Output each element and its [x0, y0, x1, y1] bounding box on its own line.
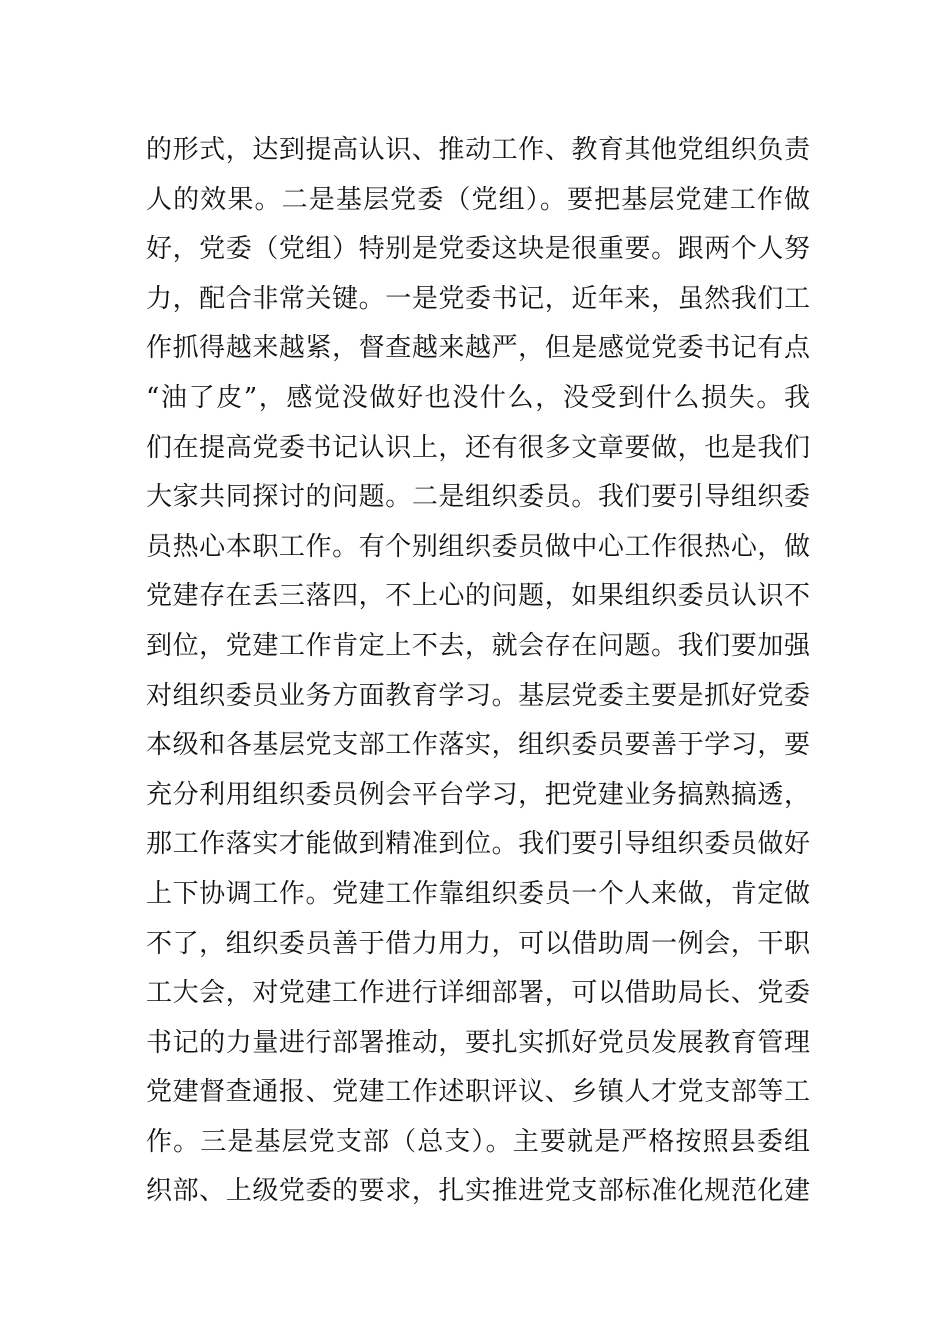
text-line: 织部、上级党委的要求，扎实推进党支部标准化规范化建 — [146, 1176, 810, 1207]
text-line: 们在提高党委书记认识上，还有很多文章要做，也是我们 — [146, 432, 810, 463]
text-line: 力，配合非常关键。一是党委书记，近年来，虽然我们工 — [146, 283, 810, 314]
body-text — [146, 126, 810, 1217]
text-line: 工大会，对党建工作进行详细部署，可以借助局长、党委 — [146, 978, 810, 1009]
text-line: 对组织委员业务方面教育学习。基层党委主要是抓好党委 — [146, 680, 810, 711]
text-line: 那工作落实才能做到精准到位。我们要引导组织委员做好 — [146, 829, 810, 860]
text-line: 本级和各基层党支部工作落实，组织委员要善于学习，要 — [146, 730, 810, 761]
text-line: 员热心本职工作。有个别组织委员做中心工作很热心，做 — [146, 531, 810, 562]
text-line: 好，党委（党组）特别是党委这块是很重要。跟两个人努 — [146, 234, 810, 265]
text-line: “油了皮”，感觉没做好也没什么，没受到什么损失。我 — [146, 382, 810, 413]
text-line: 人的效果。二是基层党委（党组）。要把基层党建工作做 — [146, 184, 810, 215]
text-line: 党建督查通报、党建工作述职评议、乡镇人才党支部等工 — [146, 1077, 810, 1108]
text-line: 作抓得越来越紧，督查越来越严，但是感觉党委书记有点 — [146, 333, 810, 364]
text-line: 党建存在丢三落四，不上心的问题，如果组织委员认识不 — [146, 581, 810, 612]
text-line: 的形式，达到提高认识、推动工作、教育其他党组织负责 — [146, 135, 810, 165]
text-line: 上下协调工作。党建工作靠组织委员一个人来做，肯定做 — [146, 878, 810, 909]
text-line: 充分利用组织委员例会平台学习，把党建业务搞熟搞透， — [146, 779, 810, 810]
text-line: 大家共同探讨的问题。二是组织委员。我们要引导组织委 — [146, 482, 810, 513]
text-line: 不了，组织委员善于借力用力，可以借助周一例会，干职 — [146, 928, 810, 959]
text-line: 书记的力量进行部署推动，要扎实抓好党员发展教育管理 — [146, 1027, 810, 1058]
text-line: 作。三是基层党支部（总支）。主要就是严格按照县委组 — [146, 1126, 810, 1157]
text-line: 到位，党建工作肯定上不去，就会存在问题。我们要加强 — [146, 630, 810, 661]
